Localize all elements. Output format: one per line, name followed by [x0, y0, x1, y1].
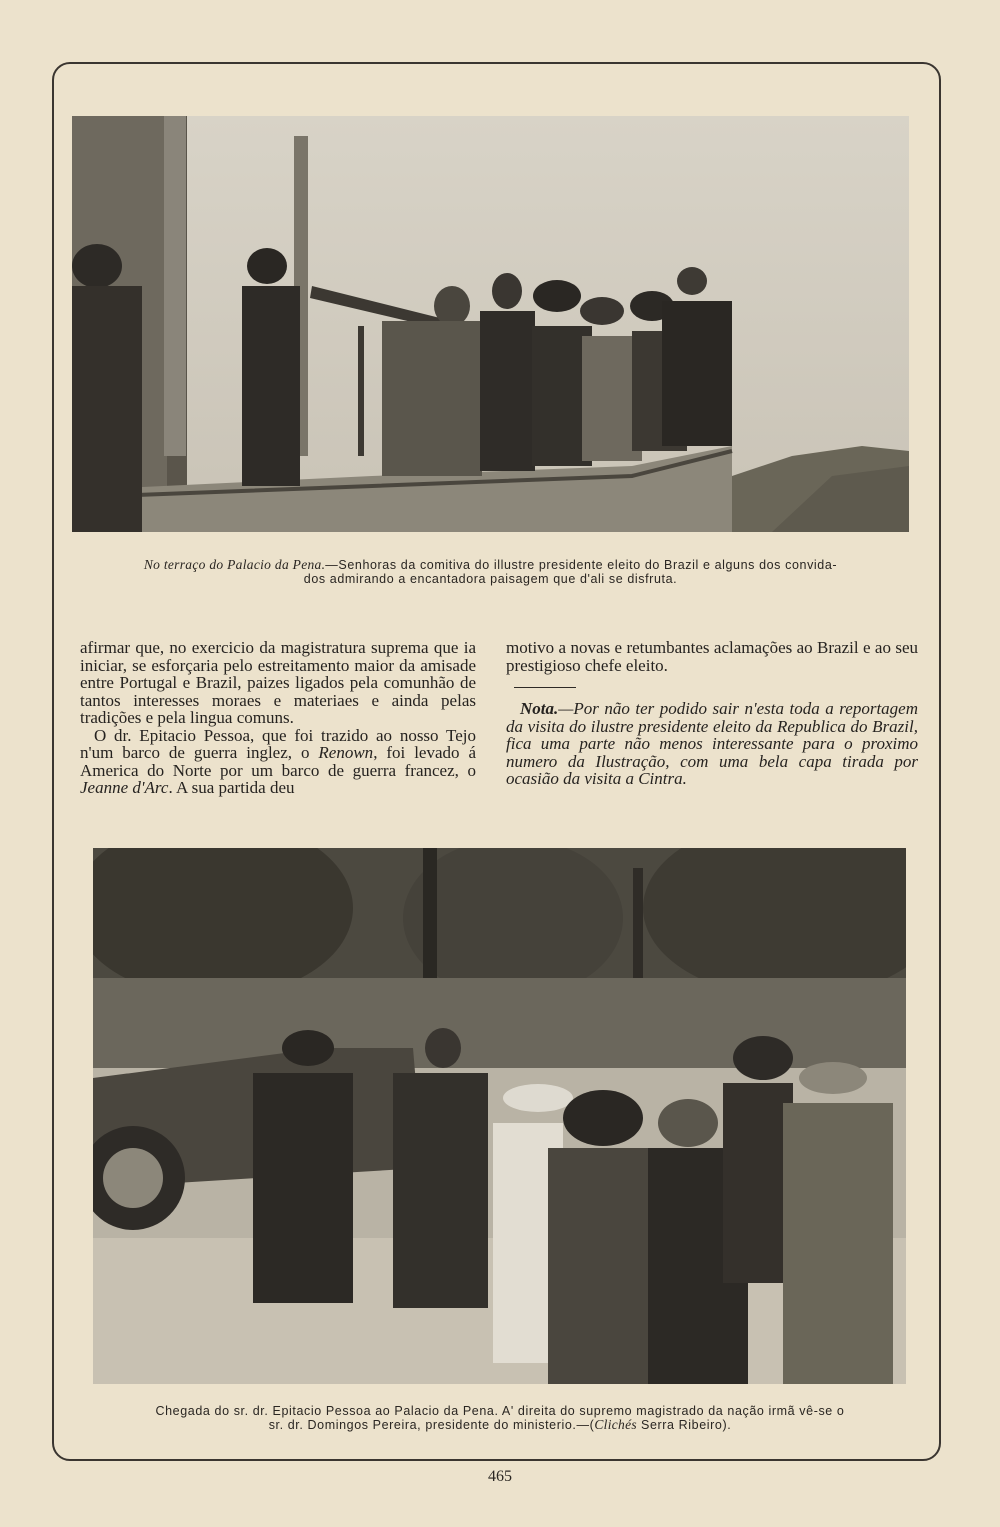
cliches-word: Clichés: [594, 1417, 637, 1432]
ship-jeanne: Jeanne d'Arc: [80, 778, 169, 797]
left-paragraph-1: afirmar que, no exercicio da magistratura suprema que ia iniciar, se esforçaria pelo estreitamento maior da amisade entre Portugal e Brazil, paizes ligados pela comunhão de tantos interesses moraes e materiaes e ainda pelas tradições e pela lingua comuns.: [80, 638, 476, 727]
caption-line-2: dos admirando a encantadora paisagem que d'ali se disfruta.: [303, 572, 678, 586]
page-number: 465: [488, 1468, 512, 1485]
bottom-caption-line-2: [66, 1418, 934, 1432]
note-text: —Por não ter podido sair n'esta toda a reportagem da visita do ilustre presidente eleito da Republica do Brazil, fica uma parte não menos interessante para o proximo numero da Ilustração, com uma bela capa tirada por ocasião da visita a Cintra.: [506, 699, 918, 788]
left-p2-c: . A sua partida deu: [168, 778, 295, 797]
top-photo-caption: [72, 558, 909, 586]
bottom-caption-line-2a: sr. dr. Domingos Pereira, presidente do ministerio.—(: [268, 1418, 595, 1432]
left-paragraph-2: [80, 727, 476, 797]
bottom-caption-line-2b: Serra Ribeiro).: [636, 1418, 732, 1432]
right-column: [506, 639, 918, 674]
note-label: Nota.: [520, 699, 559, 718]
caption-line-1: —Senhoras da comitiva do illustre presidente eleito do Brazil e alguns dos convida-: [325, 558, 838, 572]
caption-lead: No terraço do Palacio da Pena.: [143, 557, 326, 572]
note-block: [506, 700, 918, 788]
ship-renown: Renown: [318, 743, 374, 762]
bottom-caption-line-1: Chegada do sr. dr. Epitacio Pessoa ao Palacio da Pena. A' direita do supremo magistrado da nação irmã vê-se o: [155, 1404, 845, 1418]
right-paragraph-1: motivo a novas e retumbantes aclamações ao Brazil e ao seu prestigioso chefe eleito.: [506, 638, 918, 675]
arrival-photo: [93, 848, 906, 1384]
note-paragraph: [506, 700, 918, 788]
bottom-photo-caption: [66, 1404, 934, 1432]
terrace-photo: [72, 116, 909, 532]
note-divider: [514, 687, 576, 688]
left-p2-a: O dr. Epitacio Pessoa, que foi trazido ao nosso Tejo n'um barco de guerra inglez, o: [80, 725, 476, 762]
left-p2-b: , foi levado á America do Norte por um barco de guerra francez, o: [80, 743, 476, 780]
left-column: [80, 639, 476, 797]
